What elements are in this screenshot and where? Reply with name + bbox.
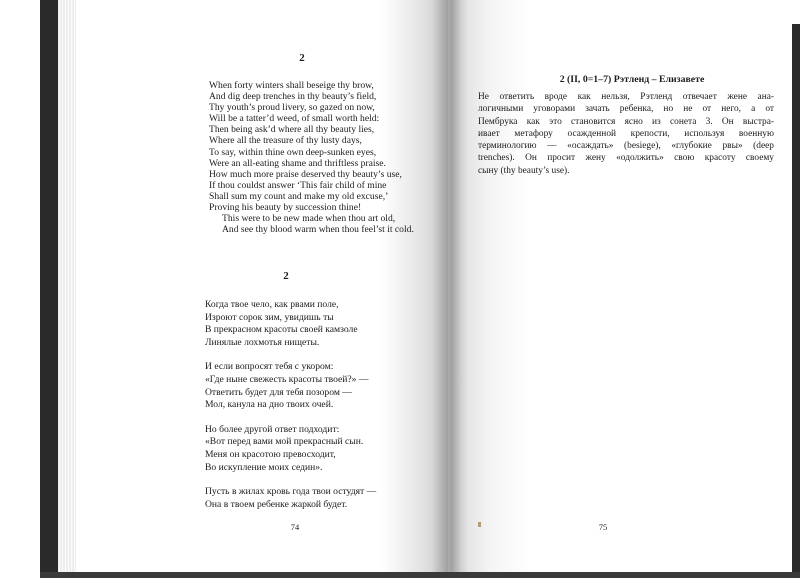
poem-line: To say, within thine own deep-sunken eyes, xyxy=(209,146,377,158)
poem-line: How much more praise deserved thy beauty’s use, xyxy=(209,168,402,180)
poem-line: Пусть в жилах кровь года твои остудят — xyxy=(205,486,377,498)
poem-line: Меня он красотою превосходит, xyxy=(205,448,336,460)
poem-line: And see thy blood warm when thou feel’st it cold. xyxy=(222,224,414,236)
page-stack-edge xyxy=(58,0,76,578)
commentary-line: сыну (thy beauty’s use). xyxy=(478,165,570,176)
commentary-line: Пембрука как это становится ясно из сонета 3. Он выстра- xyxy=(478,116,774,127)
commentary-line: trenches). Он просит жену «одолжить» свою красоту своему xyxy=(478,153,774,164)
poem-line: Она в твоем ребенке жаркой будет. xyxy=(205,498,348,510)
commentary-heading: 2 (II, 0=1–7) Рэтленд – Елизавете xyxy=(559,74,705,85)
poem-line: «Где ныне свежесть красоты твоей?» — xyxy=(205,373,369,385)
poem-line: Ответить будет для тебя позором — xyxy=(205,386,352,398)
poem-line: Когда твое чело, как рвами поле, xyxy=(205,299,339,310)
poem-line: Но более другой ответ подходит: xyxy=(205,423,340,435)
poem-line: Thy youth’s proud livery, so gazed on now, xyxy=(209,102,375,114)
commentary-text xyxy=(478,91,774,177)
stanza xyxy=(205,361,376,411)
commentary-line: логичными уговорами зачать ребенка, но не от него, а от xyxy=(478,104,774,115)
poem-line: Then being ask’d where all thy beauty lies, xyxy=(209,124,375,136)
page-number-left: 74 xyxy=(290,522,300,532)
english-sonnet-number: 2 xyxy=(299,52,305,64)
russian-translation xyxy=(205,299,376,523)
book-bottom-edge xyxy=(40,572,800,578)
right-page xyxy=(448,0,792,572)
commentary-line: ивает метафору осажденной крепости, используя военную xyxy=(478,128,774,139)
poem-line: Proving his beauty by succession thine! xyxy=(209,202,362,214)
poem-line: Во искупление моих седин». xyxy=(205,461,323,473)
poem-line: Линялые лохмотья нищеты. xyxy=(205,336,320,348)
commentary-line: Не ответить вроде как нельзя, Рэтленд отвечает жене ана- xyxy=(478,92,774,102)
poem-line: В прекрасном красоты своей камзоле xyxy=(205,324,358,336)
translation-number: 2 xyxy=(283,270,289,282)
poem-line: Where all the treasure of thy lusty days, xyxy=(209,135,362,147)
scan-mark xyxy=(478,522,481,527)
poem-line: Shall sum my count and make my old excuse,’ xyxy=(209,190,389,202)
book-cover-edge-right xyxy=(792,24,800,578)
poem-line: Were an all-eating shame and thriftless praise. xyxy=(209,157,386,169)
poem-line: If thou couldst answer ‘This fair child of mine xyxy=(209,179,387,191)
poem-line: «Вот перед вами мой прекрасный сын. xyxy=(205,436,364,448)
commentary-line: терминологию — «осаждать» (besiege), «глубокие рвы» (deep xyxy=(478,141,774,152)
poem-line: And dig deep trenches in thy beauty’s field, xyxy=(209,91,377,103)
book-spine-shadow xyxy=(432,0,468,572)
poem-line: Мол, канула на дно твоих очей. xyxy=(205,399,334,411)
poem-line: When forty winters shall beseige thy brow, xyxy=(209,80,374,91)
page-number-right: 75 xyxy=(598,522,608,532)
stanza xyxy=(205,424,376,474)
poem-line: This were to be new made when thou art old, xyxy=(222,213,396,225)
stanza xyxy=(205,299,376,349)
poem-line: Изроют сорок зим, увидишь ты xyxy=(205,311,334,323)
poem-line: Will be a tatter’d weed, of small worth held: xyxy=(209,113,380,125)
stanza xyxy=(205,486,376,511)
book-cover-edge xyxy=(40,0,60,578)
english-poem xyxy=(209,80,414,235)
poem-line: И если вопросят тебя с укором: xyxy=(205,361,334,373)
